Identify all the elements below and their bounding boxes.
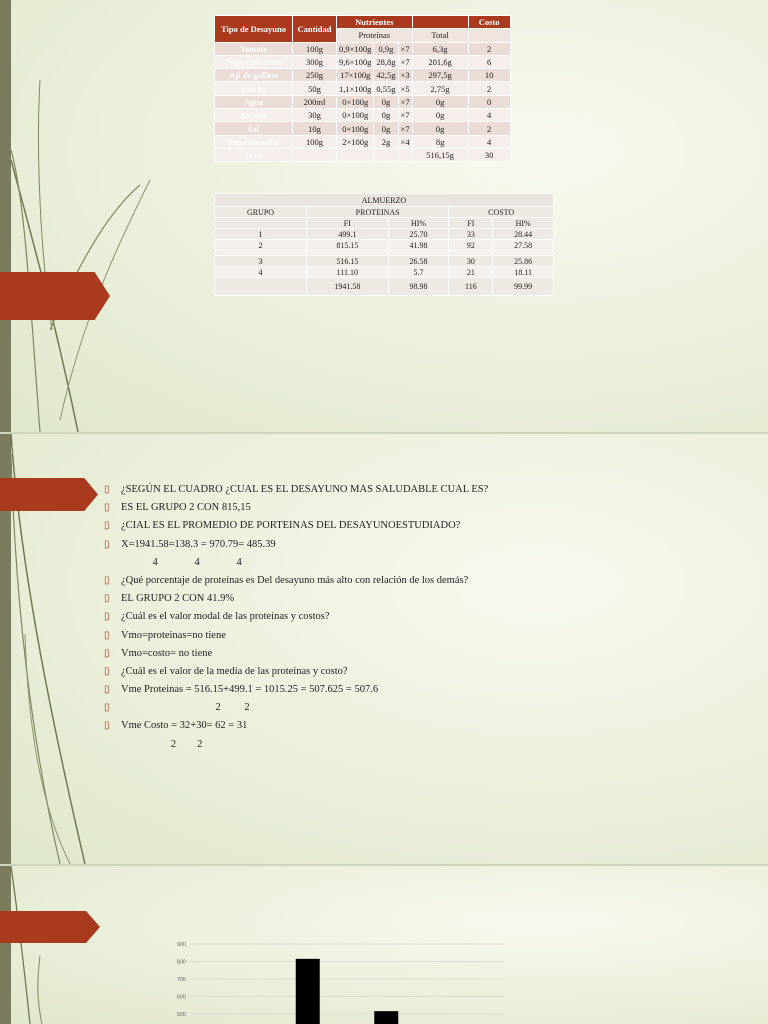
bullet-icon: ▯ [104, 502, 110, 514]
table-row [215, 135, 511, 148]
bullet-icon: ▯ [104, 611, 110, 623]
list-item-text: 2 2 [121, 702, 250, 714]
table-cell: ×3 [398, 69, 412, 82]
bullet-icon: ▯ [104, 484, 110, 495]
header-costo-sub [468, 29, 510, 42]
table-cell [337, 148, 374, 161]
table-cell: 1 [215, 229, 307, 240]
table-cell: 0,9g [374, 42, 398, 55]
chart-bar [296, 959, 320, 1024]
table-cell [293, 148, 337, 161]
table-cell: 0 [468, 95, 510, 108]
table-cell [398, 148, 412, 161]
table-cell: 100g [293, 135, 337, 148]
header-nutrientes: Nutrientes [337, 16, 413, 29]
bullet-icon: ▯ [104, 702, 110, 714]
table-cell: 0g [412, 109, 468, 122]
bullet-icon: ▯ [104, 574, 110, 586]
table-cell: ×5 [398, 82, 412, 95]
table-cell: Azúcar [215, 109, 293, 122]
table-cell: 0×100g [337, 122, 374, 135]
table-cell: 98.98 [388, 278, 449, 296]
table-cell: 26.58 [388, 256, 449, 267]
table-cell: 8g [412, 135, 468, 148]
bar-chart [168, 938, 508, 1024]
y-tick-label: 700 [176, 977, 186, 983]
list-item-text: ¿Cuál es el valor modal de las proteínas y costos? [121, 611, 330, 623]
table-cell: Ají de gallina [215, 69, 293, 82]
table-cell: 0g [412, 95, 468, 108]
total-row [215, 148, 511, 161]
table-cell: Agua [215, 95, 293, 108]
header-cantidad: Cantidad [293, 16, 337, 43]
table-cell: 92 [449, 240, 493, 251]
table-cell: 201,6g [412, 55, 468, 68]
table-cell: 27.58 [493, 240, 554, 251]
almuerzo-table [214, 193, 554, 296]
section-tab [0, 272, 110, 320]
table-cell: 6,3g [412, 42, 468, 55]
table-row [215, 55, 511, 68]
table-cell: ×7 [398, 109, 412, 122]
header-proteinas: Proteínas [337, 29, 413, 42]
table-cell: 17×100g [337, 69, 374, 82]
table-cell: 30 [468, 148, 510, 161]
header-grupo: GRUPO [215, 207, 307, 218]
header-nutrientes-cont [412, 16, 468, 29]
sub-empty [215, 218, 307, 229]
table-row [215, 82, 511, 95]
table-cell: 18.11 [493, 267, 554, 278]
list-item-text: ES EL GRUPO 2 CON 815,15 [121, 502, 251, 514]
table-cell: Limón [215, 82, 293, 95]
table-cell: 33 [449, 229, 493, 240]
table-cell: 116 [449, 278, 493, 296]
header-costo-2: COSTO [449, 207, 554, 218]
table-cell: 21 [449, 267, 493, 278]
table-row [215, 267, 554, 278]
header-total: Total [412, 29, 468, 42]
table-cell: Papa amarilla [215, 135, 293, 148]
table-cell: 0,55g [374, 82, 398, 95]
y-tick-label: 600 [176, 994, 186, 1001]
list-item-text: ¿CIAL ES EL PROMEDIO DE PORTEINAS DEL DESAYUNOESTUDIADO? [121, 520, 461, 532]
table-cell: Tomate [215, 42, 293, 55]
table-cell: Total [215, 148, 293, 161]
list-item-text: Vmo=proteinas=no tiene [121, 629, 226, 641]
table-cell: ×7 [398, 42, 412, 55]
table-cell: 2 [468, 82, 510, 95]
table-row [215, 278, 554, 296]
table-cell: 99.99 [493, 278, 554, 296]
table-cell: 0g [374, 122, 398, 135]
table-row [215, 95, 511, 108]
table-cell: 25.70 [388, 229, 449, 240]
table-cell: 2 [468, 42, 510, 55]
bullet-icon: ▯ [104, 538, 110, 550]
table-cell: 1,1×100g [337, 82, 374, 95]
list-item-text: ¿Qué porcentaje de proteínas es Del desayuno más alto con relación de los demás? [121, 574, 469, 586]
table-cell: 2 [468, 122, 510, 135]
table-cell: 297,5g [412, 69, 468, 82]
list-item-text: ¿Cuál es el valor de la media de las proteínas y costo? [121, 665, 348, 677]
table-row [215, 229, 554, 240]
table-row [215, 69, 511, 82]
vine-decoration [0, 866, 80, 1024]
list-item-text: 2 2 [121, 738, 203, 750]
table-cell: 25.86 [493, 256, 554, 267]
table-cell: 0g [374, 95, 398, 108]
table-cell: 4 [468, 109, 510, 122]
table-cell: 5.7 [388, 267, 449, 278]
y-tick-label: 500 [176, 1012, 186, 1018]
vine-decoration [0, 0, 200, 432]
list-item-text: ¿SEGÚN EL CUADRO ¿CUAL ES EL DESAYUNO MAS SALUDABLE CUAL ES? [121, 484, 489, 495]
slide-3 [0, 866, 768, 1024]
table-cell: ×7 [398, 122, 412, 135]
bullet-icon: ▯ [104, 520, 110, 532]
header-proteinas-2: PROTEINAS [307, 207, 449, 218]
sub-fi-2: FI [449, 218, 493, 229]
bullet-icon: ▯ [104, 665, 110, 677]
y-tick-label: 900 [176, 942, 186, 948]
bullet-icon: ▯ [104, 647, 110, 659]
table-cell: ×7 [398, 55, 412, 68]
table-cell: 30 [449, 256, 493, 267]
table-cell: 516,15g [412, 148, 468, 161]
sub-fi-1: FI [307, 218, 389, 229]
desayuno-table [214, 15, 511, 162]
table-cell: 42,5g [374, 69, 398, 82]
table-cell [215, 278, 307, 296]
sub-hi-2: HI% [493, 218, 554, 229]
table-cell: 4 [215, 267, 307, 278]
table-cell: 2g [374, 135, 398, 148]
table-cell: 815.15 [307, 240, 389, 251]
bullet-icon: ▯ [104, 720, 110, 732]
table-row [215, 240, 554, 251]
table-cell: 6 [468, 55, 510, 68]
table-cell: 2 [215, 240, 307, 251]
table-cell: ×4 [398, 135, 412, 148]
table-cell: 0×100g [337, 95, 374, 108]
list-item-text: X=1941.58=138.3 = 970.79= 485.39 [121, 538, 276, 550]
table-cell: 300g [293, 55, 337, 68]
table-cell: 2,75g [412, 82, 468, 95]
table-cell: 0,9×100g [337, 42, 374, 55]
list-item-text: 4 4 4 [121, 556, 242, 568]
table-row [215, 42, 511, 55]
table-row [215, 109, 511, 122]
table-row [215, 256, 554, 267]
list-item-text: Vme Costo = 32+30= 62 = 31 [121, 720, 248, 732]
list-item-text: Vme Proteinas = 516.15+499.1 = 1015.25 = 507.625 = 507.6 [121, 684, 379, 696]
table-cell: 9,6×100g [337, 55, 374, 68]
list-item-text: EL GRUPO 2 CON 41.9% [121, 593, 235, 605]
table-cell: 200ml [293, 95, 337, 108]
table-cell: 2×100g [337, 135, 374, 148]
list-item-text: Vmo=costo= no tiene [121, 647, 213, 659]
table-cell: 28,8g [374, 55, 398, 68]
table-cell: 1941.58 [307, 278, 389, 296]
slide-2 [0, 434, 768, 864]
table-cell: 28.44 [493, 229, 554, 240]
table-cell: 0×100g [337, 109, 374, 122]
chart-bar [374, 1011, 398, 1024]
table-cell: 0g [374, 109, 398, 122]
slide-1 [0, 0, 768, 432]
bullet-icon: ▯ [104, 593, 110, 605]
table-cell: ×7 [398, 95, 412, 108]
table-cell: Trigo tipo arroz [215, 55, 293, 68]
table-cell: 50g [293, 82, 337, 95]
table-row [215, 122, 511, 135]
table-cell: 516.15 [307, 256, 389, 267]
y-tick-label: 800 [176, 959, 186, 966]
section-tab [0, 911, 100, 943]
table-cell: 10 [468, 69, 510, 82]
bullet-icon: ▯ [104, 629, 110, 641]
sub-hi-1: HI% [388, 218, 449, 229]
table-cell: 10g [293, 122, 337, 135]
table-cell: 4 [468, 135, 510, 148]
table-cell: 250g [293, 69, 337, 82]
table-cell: 0g [412, 122, 468, 135]
header-tipo: Tipo de Desayuno [215, 16, 293, 43]
section-tab [0, 478, 98, 511]
table-cell: 3 [215, 256, 307, 267]
table-cell: 41.98 [388, 240, 449, 251]
almuerzo-title: ALMUERZO [215, 194, 554, 207]
header-costo: Costo [468, 16, 510, 29]
table-cell: 30g [293, 109, 337, 122]
table-cell: 499.1 [307, 229, 389, 240]
table-cell: Sal [215, 122, 293, 135]
table-cell: 100g [293, 42, 337, 55]
table-cell [374, 148, 398, 161]
bullet-icon: ▯ [104, 684, 110, 696]
table-cell: 111.10 [307, 267, 389, 278]
